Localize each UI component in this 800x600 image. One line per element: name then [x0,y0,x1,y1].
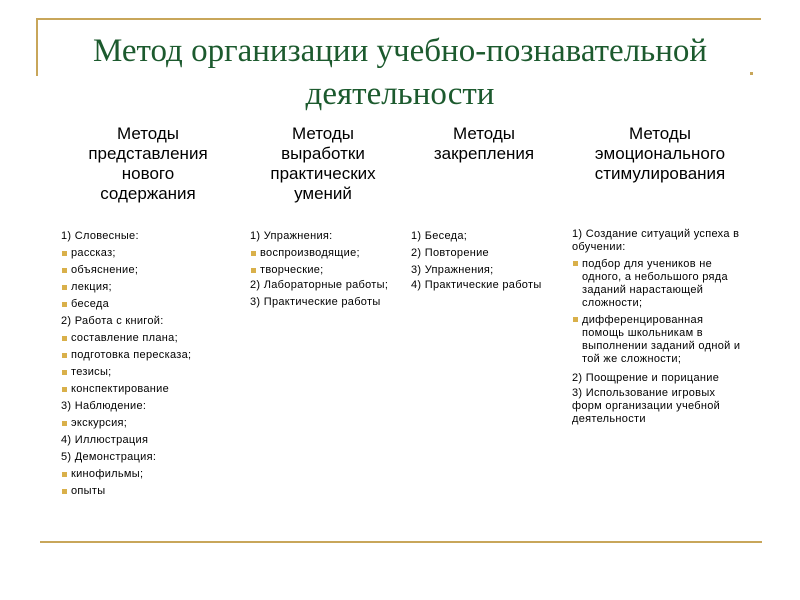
bullet-list-item: опыты [61,483,231,500]
bullet-list [572,314,748,366]
bullet-list-item: дифференцированная помощь школьникам в выполнении заданий одной и той же сложности; [572,314,748,366]
numbered-item: 3) Упражнения; [411,264,494,276]
bullet-list-item: объяснение; [61,262,231,279]
bullet-list-item: творческие; [250,262,400,279]
slide-title: Метод организации учебно-познавательной деятельности [92,33,708,112]
bullet-list [61,466,231,483]
bullet-list [61,347,231,364]
column-header-consolidation: Методы закрепления [433,124,535,163]
bullet-list-item: беседа [61,296,231,313]
bullet-list [61,415,231,432]
bullet-list [572,258,748,310]
numbered-item: 1) Беседа; [411,230,468,242]
bullet-list-item: подбор для учеников не одного, а небольшого ряда заданий нарастающей сложности; [572,258,748,310]
bullet-list-item: тезисы; [61,364,231,381]
numbered-item: 4) Практические работы [411,279,542,291]
bullet-list [61,245,231,262]
bullet-list [61,262,231,279]
numbered-item: 3) Практические работы [250,296,381,308]
bullet-list [61,296,231,313]
column-list-practical-skills [250,228,400,313]
numbered-item: 2) Повторение [411,247,489,259]
bullet-list-item: конспектирование [61,381,231,398]
numbered-item: 3) Использование игровых форм организации учебной деятельности [572,387,721,425]
numbered-item: 5) Демонстрация: [61,451,157,463]
bullet-list [250,262,400,279]
bullet-list-item: подготовка пересказа; [61,347,231,364]
bullet-list-item: кинофильмы; [61,466,231,483]
column-list-emotional-stimulation [572,228,748,430]
column-header-emotional-stimulation: Методы эмоционального стимулирования [594,124,726,183]
bullet-list-item: лекция; [61,279,231,296]
bullet-list-item: экскурсия; [61,415,231,432]
bullet-list-item: рассказ; [61,245,231,262]
bullet-list-item: воспроизводящие; [250,245,400,262]
numbered-item: 1) Упражнения: [250,230,333,242]
numbered-item: 4) Иллюстрация [61,434,149,446]
frame-bottom-line [40,541,762,543]
column-list-new-content [61,228,231,500]
column-list-consolidation [411,228,556,296]
bullet-list [61,381,231,398]
numbered-item: 2) Поощрение и порицание [572,372,720,384]
column-header-new-content: Методы представления нового содержания [88,124,208,203]
numbered-item: 2) Работа с книгой: [61,315,164,327]
bullet-list [61,364,231,381]
numbered-item: 1) Словесные: [61,230,139,242]
numbered-item: 1) Создание ситуаций успеха в обучении: [572,228,740,253]
column-header-practical-skills: Методы выработки практических умений [270,124,376,203]
frame-left-line [36,18,38,76]
bullet-list [250,245,400,262]
bullet-list [61,483,231,500]
bullet-list [61,279,231,296]
bullet-list-item: составление плана; [61,330,231,347]
numbered-item: 2) Лабораторные работы; [250,279,389,291]
bullet-list [61,330,231,347]
frame-top-line [36,18,761,20]
numbered-item: 3) Наблюдение: [61,400,147,412]
